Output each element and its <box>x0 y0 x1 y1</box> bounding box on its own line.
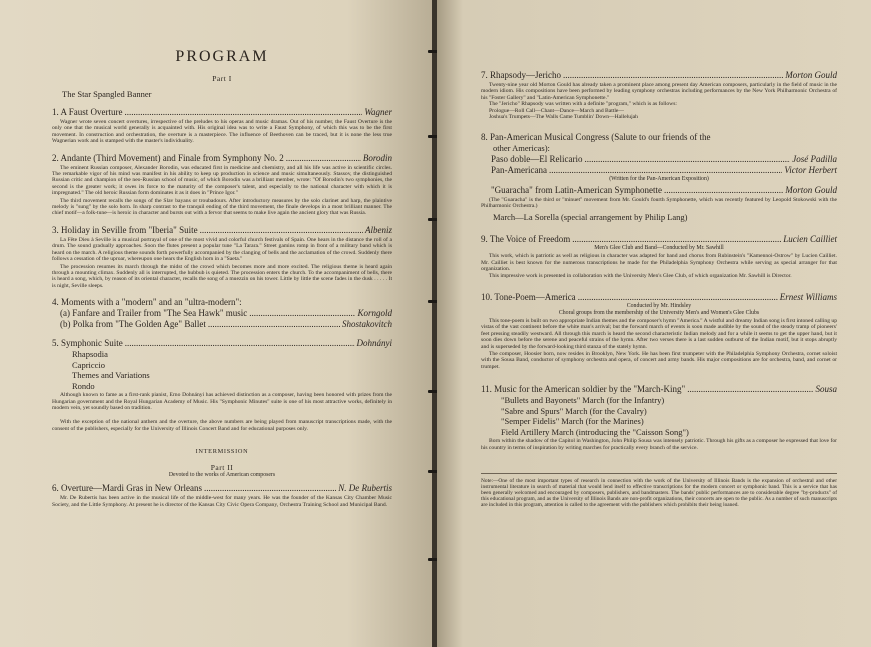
item-title: 8. Pan-American Musical Congress (Salute to our friends of the <box>481 132 711 143</box>
item-composer: Albeniz <box>365 224 392 235</box>
item-performers: Choral groups from the membership of the University Men's and Women's Glee Clubs <box>558 309 760 316</box>
anthem-line: The Star Spangled Banner <box>62 89 152 99</box>
movement: Rhapsodia <box>72 349 108 360</box>
item-description-2: The composer, Hoosier born, now resides in Brooklyn, New York. He has been first trumpeter with the Philadelphia Symphony Orchestra, cornet soloist with the Sousa Band, conductor of symphony orchestra and opera, of concert and army bands. His major compositions are for orchestra, band, and cornet or trumpet. <box>481 350 837 370</box>
item-description-2: The procession resumes its march through the midst of the crowd which becomes more and more excited. The religious theme is heard again through a mounting climax. Suddenly all is interrupted, the hubbub is quieted. The procession enters the church. To the accompaniment of bells, there is heard a song, which, by reason of its oriental character, recalls the song of a muezzin on his tower. Little by little the scene fades in the dusk . . . . . It is night, Seville sleeps. <box>52 263 392 289</box>
item-description-2: The "Jericho" Rhapsody was written with a definite "program," which is as follows: <box>489 101 677 108</box>
part-1-heading: Part I <box>212 74 232 83</box>
sub-item-title: Pan-Americana <box>491 164 547 175</box>
sub-item-note: (Written for the Pan-American Exposition) <box>609 175 709 182</box>
sub-item-composer: José Padilla <box>792 153 837 164</box>
part-2-subtitle: Devoted to the works of American composers <box>168 472 276 479</box>
program-item-4 <box>52 297 392 330</box>
part-2-heading: Part II <box>210 463 234 473</box>
item-description: (The "Guaracha" is the third or "minuet" movement from Mr. Gould's fourth Symphonette, which was recently featured by Leopold Stokowski with the Philharmonic Orchestra.) <box>481 196 837 210</box>
item-composer: Ernest Williams <box>779 291 837 302</box>
sub-item-title: March—La Sorella (special arrangement by Philip Lang) <box>493 211 688 222</box>
item-title-continued: other Americas): <box>493 143 550 154</box>
item-description-3: Prologue—Roll Call—Chant—Dance—March and Battle— <box>489 107 625 114</box>
item-title: (a) Fanfare and Trailer from "The Sea Hawk" music <box>60 308 248 319</box>
item-title: 4. Moments with a "modern" and an "ultra-modern": <box>52 297 242 308</box>
program-item-2 <box>52 153 392 217</box>
program-item-7 <box>481 70 837 120</box>
march-title: "Sabre and Spurs" March (for the Cavalry) <box>501 405 647 416</box>
march-title: "Semper Fidelis" March (for the Marines) <box>501 416 644 427</box>
item-title: 6. Overture—Mardi Gras in New Orleans <box>52 483 202 494</box>
item-composer: Shostakovitch <box>342 319 392 330</box>
item-title: 11. Music for the American soldier by the "March-King" <box>481 384 686 395</box>
item-title: 3. Holiday in Seville from "Iberia" Suite <box>52 224 198 235</box>
item-title: 7. Rhapsody—Jericho <box>481 70 561 80</box>
item-composer: N. De Rubertis <box>338 483 392 494</box>
item-title: 1. A Faust Overture <box>52 107 123 117</box>
item-conductor: Conducted by Mr. Hindsley <box>626 302 692 309</box>
sub-item-title: Paso doble—El Relicario <box>491 153 583 164</box>
transcription-notice: With the exception of the national anthem and the overture, the above numbers are being played from manuscript transcriptions made, with the consent of the publishers, especially for the University of Illinois Concert Band and for educational purposes only. <box>52 419 392 432</box>
program-item-11 <box>481 384 837 451</box>
item-composer: Wagner <box>364 107 392 117</box>
item-description: This work, which is patriotic as well as religious in character was adapted for band and chorus from Rubinstein's "Kamennoi-Ostrow" by Lucien Cailliet. Mr. Cailliet is best known for the numerous transcriptions he made for the Philadelphia Symphony Orchestra while serving as special arranger for that organization. <box>481 253 837 273</box>
march-title: "Bullets and Bayonets" March (for the Infantry) <box>501 395 665 406</box>
item-description: Wagner wrote seven concert overtures, irrespective of the preludes to his operas and music dramas. Out of his number, the Faust Overture is the only one that the musical world generally is acquainted with. His original idea was to write a Faust Symphony, of which this was to be the first movement. In construction and orchestration, the overture is a masterpiece. The influence of Beethoven can be traced, but it is none the less true Wagnerian work and is stamped with the master's individuality. <box>52 119 392 145</box>
item-title: (b) Polka from "The Golden Age" Ballet <box>60 319 206 330</box>
left-page-content <box>52 0 392 508</box>
sub-item-title: "Guaracha" from Latin-American Symphonette <box>491 184 663 195</box>
item-conductor: Men's Glee Club and Band—Conducted by Mr. Sawhill <box>594 245 724 252</box>
program-item-10 <box>481 292 837 370</box>
program-title: PROGRAM <box>175 48 269 65</box>
movement: Capriccio <box>72 359 106 370</box>
item-composer: Korngold <box>357 308 392 319</box>
movement: Themes and Variations <box>72 370 150 381</box>
item-title: 2. Andante (Third Movement) and Finale from Symphony No. 2 <box>52 152 284 163</box>
item-title: 5. Symphonic Suite <box>52 338 123 349</box>
item-description-2: The third movement recalls the songs of the Slav bayans or troubadours. After introductory measures by the solo clarinet and harp, the plaintive melody is "sung" by the solo horn. In sharp contrast to the tranquil ending of the third movement, the finale develops in a most brilliant manner. The chief motif—a folk-tune—is heroic in character and bursts out with a fervor that seems to make live again the ancient glory that was Russia. <box>52 197 392 217</box>
item-composer: Morton Gould <box>785 70 837 80</box>
item-composer: Borodin <box>362 152 392 163</box>
item-description: La Fête Dieu à Seville is a musical portrayal of one of the most vivid and colorful church festivals of Spain. One hears in the distance the roll of a drum. The sound gradually approaches. Soon the flutes present a popular tune "La Tarara." Street gamins romp in front of a military band which is heard on the march. A religious theme sounds forth powerfully accompanied by the clanging of bells and the acclamation of the crowd. Suddenly there follows a cessation of the uproar, whereupon one hears the English horn in a "Saeta." <box>52 236 392 263</box>
program-item-8 <box>481 132 837 222</box>
item-description-4: Joshua's Trumpets—The Walls Came Tumblin' Down—Hallelujah <box>489 114 638 121</box>
program-item-5 <box>52 338 392 411</box>
left-page <box>0 0 434 647</box>
program-item-3 <box>52 225 392 289</box>
intermission-heading: INTERMISSION <box>195 448 249 456</box>
item-composer: Dohnányi <box>356 338 392 349</box>
item-description: The eminent Russian composer, Alexander Borodin, was educated first in medicine and chemistry, and all his life was active in scientific circles. The remarkable vigor of his mind was manifest in his ability to keep up production in science and music simultaneously. Stassov, the distinguished Russian critic and champion of the neo-Russian school of music, of which Borodin was a brilliant member, wrote: "Of Borodin's two symphonies, the second is the greater work; it owes its force to the maturity of the composer's talent, and especially to the national character with which it is impregnated." The old heroic Russian form dominates it as it does in "Prince Igor." <box>52 164 392 197</box>
program-item-9 <box>481 234 837 280</box>
program-item-6 <box>52 483 392 508</box>
item-description-2: This impressive work is presented in collaboration with the University Men's Glee Club, of which organization Mr. Sawhill is Director. <box>489 273 792 280</box>
item-composer: Sousa <box>815 384 837 395</box>
footnote: Note:—One of the most important types of research in connection with the work of the University of Illinois Bands is the expansion of orchestral and other instrumental literature in search of material that would lend itself to effective transcriptions for the modern concert or symphonic band. This is a service that has been generally welcomed and encouraged by composers, publishers, and bandmasters. The bands' public performances are to considerable degree "by-products" of this educational program, and as the University of Illinois Bands are non-profit organizations, their concerts are open to the public. As a number of such manuscripts are included in this program, attention is called to the agreement with the publishers which prohibits their being loaned. <box>481 473 837 508</box>
item-description: Although known to fame as a first-rank pianist, Erno Dohnányi has achieved distinction as a composer, having been honored with prizes from the Hungarian government and the Royal Hungarian Academy of Music. His "Symphonic Minutes" suite is one of his most attractive works, definitely in modern vein, yet soundly based on tradition. <box>52 392 392 411</box>
right-page-content <box>481 70 837 508</box>
item-composer: Lucien Cailliet <box>783 234 837 245</box>
march-title: Field Artillery March (introducing the "Caisson Song") <box>501 426 689 437</box>
item-description: Born within the shadow of the Capitol in Washington, John Philip Sousa was intensely patriotic. Through his gifts as a composer he expressed that love for his country in terms of inspiration by writing marches for practically every branch of the service. <box>481 438 837 451</box>
item-description: This tone-poem is built on two appropriate Indian themes and the composer's hymn "America." A wistful and dreamy Indian song is first intoned calling up vistas of the vast continent before the white man's arrival; but the forward march of events is soon made audible by the sound of the steady tramp of pioneers' feet pressing steadily westward. All through this march is heard the second characteristic Indian melody and for a while it seems to get the upper hand, but it soon dies down before the serene and peaceful strains of the hymn. After two verses there is a last sudden outburst of the Indian motif, but it stops abruptly and is superseded by the forward-looking third stanza of the stately hymn. <box>481 317 837 350</box>
right-page <box>437 0 871 647</box>
item-description: Twenty-nine year old Morton Gould has already taken a prominent place among present day American composers, particularly in the field of music in the modern idiom. His compositions have been performed by leading symphony orchestras including performances by the New York Philharmonic Orchestra of his "Foster Gallery" and "Latin-American Symphonette." <box>481 82 837 101</box>
item-title: 9. The Voice of Freedom <box>481 234 571 245</box>
item-description: Mr. De Rubertis has been active in the musical life of the middle-west for many years. He was the founder of the Kansas City Chamber Music Society, and the Little Symphony. At present he is director of the Kansas City Civic Opera Company, Orchestra Training School and Municipal Band. <box>52 495 392 508</box>
item-title: 10. Tone-Poem—America <box>481 291 576 302</box>
movement: Rondo <box>72 380 95 391</box>
sub-item-composer: Morton Gould <box>785 184 837 195</box>
sub-item-composer: Victor Herbert <box>784 164 837 175</box>
program-item-1 <box>52 107 392 145</box>
